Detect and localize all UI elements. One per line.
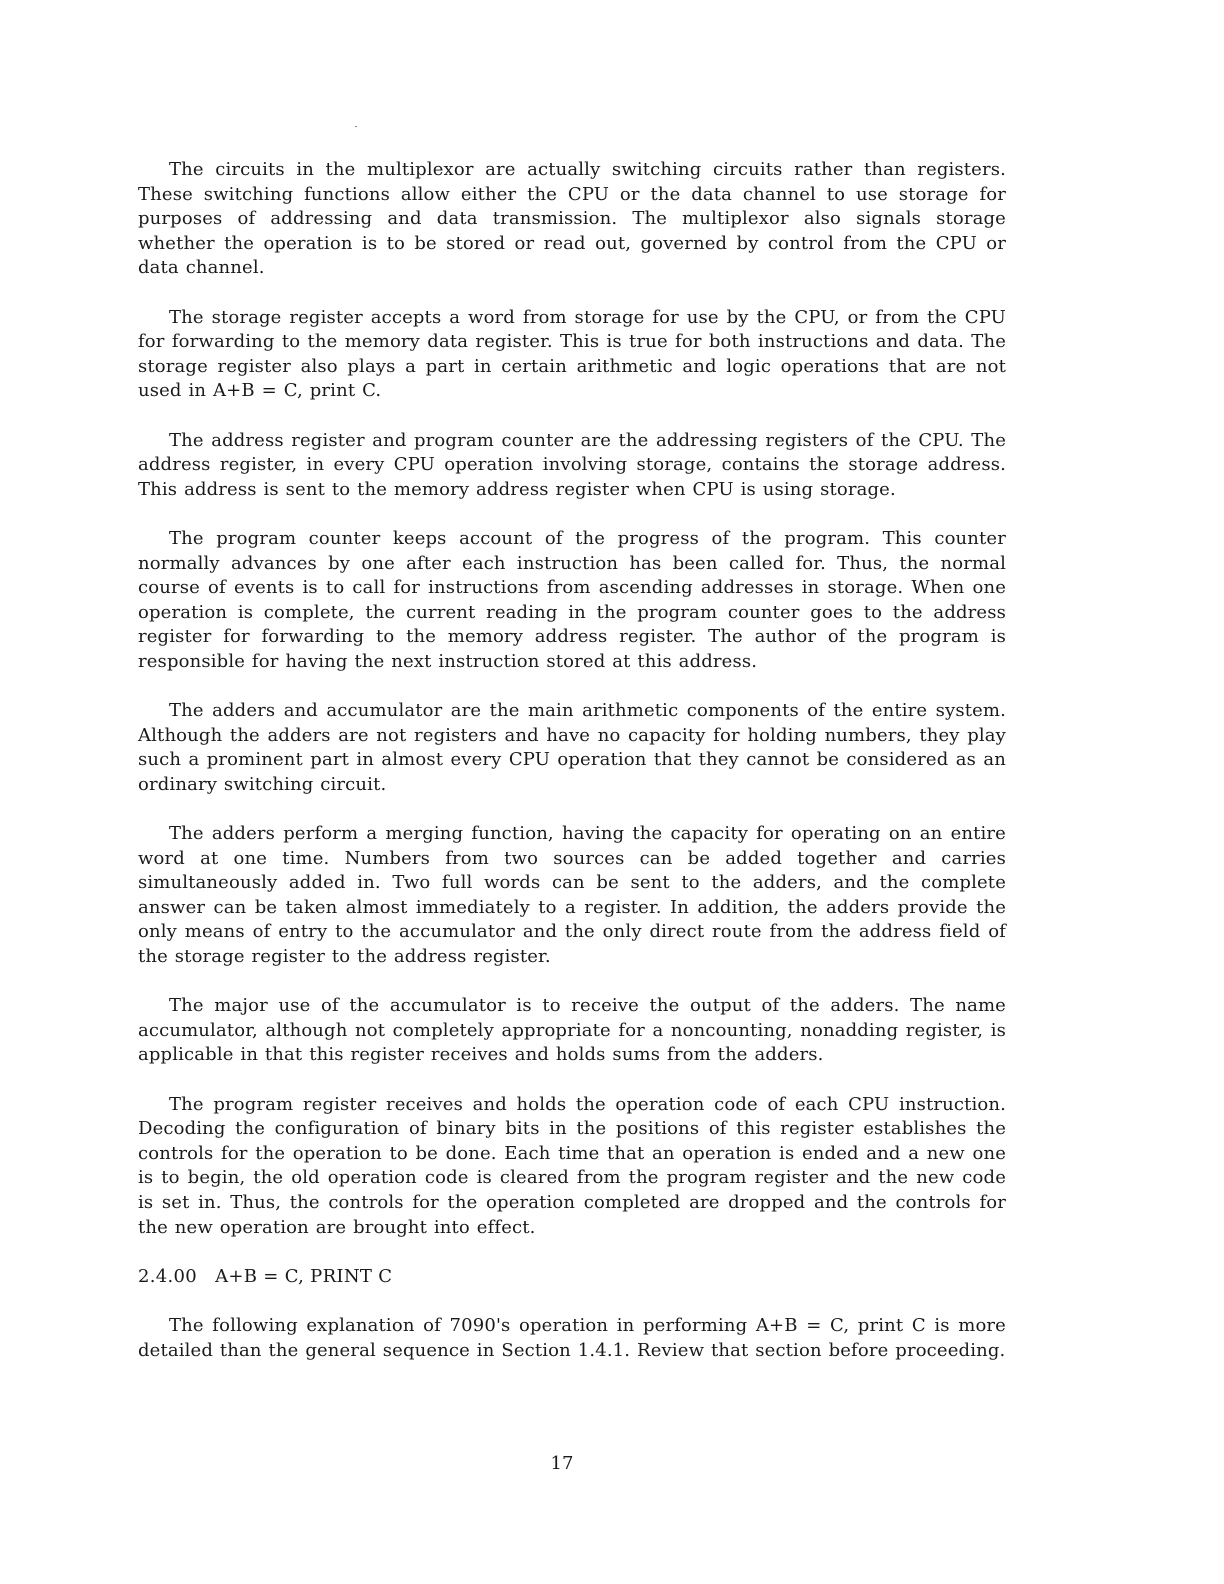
section-heading — [138, 1265, 1006, 1290]
section-title: A+B = C, PRINT C — [215, 1265, 393, 1287]
paragraph-address-register: The address register and program counter are the addressing registers of the CPU. The address register, in every CPU operation involving storage, contains the storage address. This address is sent to the memory address register when CPU is using storage. — [138, 429, 1006, 500]
section-number: 2.4.00 — [138, 1265, 198, 1287]
page-body — [138, 158, 1006, 1388]
paragraph-section-intro: The following explanation of 7090's operation in performing A+B = C, print C is more detailed than the general sequence in Section 1.4.1. Review that section before proceeding. — [138, 1314, 1006, 1361]
paragraph-accumulator-use: The major use of the accumulator is to receive the output of the adders. The name accumulator, although not completely appropriate for a noncounting, nonadding register, is applicable in that this register receives and holds sums from the adders. — [138, 995, 1006, 1066]
page-number: 17 — [550, 1453, 574, 1474]
scan-speck — [355, 126, 357, 127]
paragraph-program-register: The program register receives and holds the operation code of each CPU instruction. Decoding the configuration of binary bits in the positions of this register establishes the controls for the operation to be done. Each time that an operation is ended and a new one is to begin, the old operation code is cleared from the program register and the new code is set in. Thus, the controls for the operation completed are dropped and the controls for the new operation are brought into effect. — [138, 1093, 1006, 1238]
paragraph-adders-function: The adders perform a merging function, having the capacity for operating on an entire word at one time. Numbers from two sources can be added together and carries simultaneously added in. Two full words can be sent to the adders, and the complete answer can be taken almost immediately to a register. In addition, the adders provide the only means of entry to the accumulator and the only direct route from the address field of the storage register to the address register. — [138, 823, 1006, 967]
paragraph-multiplexor: The circuits in the multiplexor are actually switching circuits rather than registers. These switching functions allow either the CPU or the data channel to use storage for purposes of addressing and data transmission. The multiplexor also signals storage whether the operation is to be stored or read out, governed by control from the CPU or data channel. — [138, 159, 1006, 279]
paragraph-storage-register: The storage register accepts a word from storage for use by the CPU, or from the CPU for forwarding to the memory data register. This is true for both instructions and data. The storage register also plays a part in certain arithmetic and logic operations that are not used in A+B = C, print C. — [138, 306, 1006, 402]
paragraph-program-counter: The program counter keeps account of the progress of the program. This counter normally advances by one after each instruction has been called for. Thus, the normal course of events is to call for instructions from ascending addresses in storage. When one operation is complete, the current reading in the program counter goes to the address register for forwarding to the memory address register. The author of the program is responsible for having the next instruction stored at this address. — [138, 527, 1006, 672]
paragraph-adders-accumulator: The adders and accumulator are the main arithmetic components of the entire system. Although the adders are not registers and have no capacity for holding numbers, they play such a prominent part in almost every CPU operation that they cannot be considered as an ordinary switching circuit. — [138, 700, 1006, 795]
